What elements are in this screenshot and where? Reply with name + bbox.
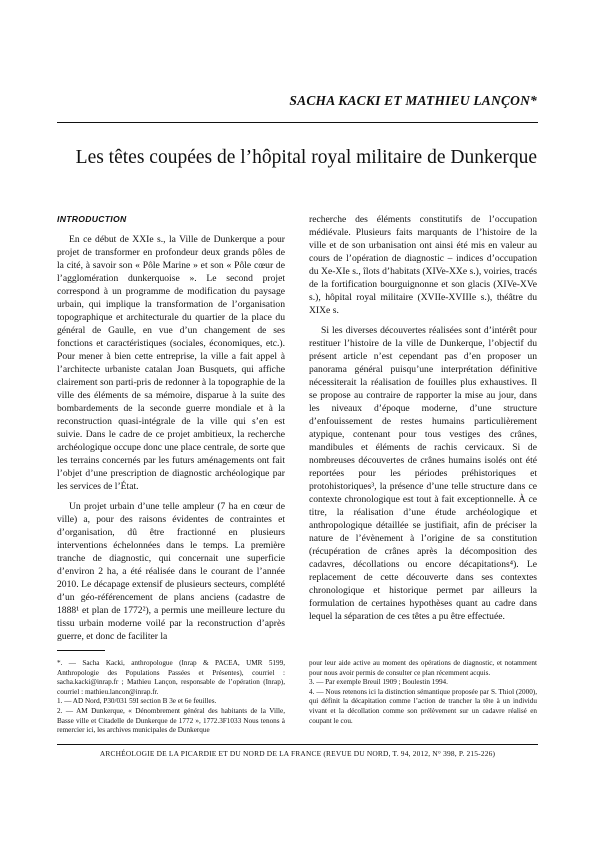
footnote: *. — Sacha Kacki, anthropologue (Inrap & PACEA, UMR 5199, Anthropologie des Populations Passées et Présentes), courriel : sacha.kacki@inrap.fr ; Mathieu Lançon, responsable de l’opération (Inrap), courriel : mathieu.lancon@inrap.fr.	[57, 659, 285, 696]
footnote: pour leur aide active au moment des opérations de diagnostic, et notamment pour nous avoir permis de consulter ce plan récemment acquis.	[309, 659, 537, 677]
footnote: 1. — AD Nord, P30/031 59I section B 3e et 6e feuilles.	[57, 697, 217, 706]
footnote: 3. — Par exemple Breuil 1909 ; Boulestin 1994.	[309, 678, 448, 687]
footnotes-right	[309, 659, 537, 726]
body-paragraph: Un projet urbain d’une telle ampleur (7 ha en cœur de ville) a, pour des raisons évidentes de contraintes et d’organisation, dû être fractionné en plusieurs interventions échelonnées dans le temps. La première tranche de diagnostic, qui concernait une superficie d’environ 2 ha, a été réalisée dans le courant de l’année 2010. Le décapage extensif de plusieurs secteurs, complété d’un géo-référencement de plans anciens (cadastre de 1888¹ et plan de 1772²), a permis une meilleure lecture du tissu urbain moderne voilé par la reconstruction d’après guerre, et donc de faciliter la	[57, 501, 285, 642]
left-column	[57, 213, 285, 643]
footnote: 2. — AM Dunkerque, « Dénombrement général des habitants de la Ville, Basse ville et Citadelle de Dunkerque de 1772 », 1772.3F1033 Nous tenons à remercier ici, les archives municipales de Dunkerque	[57, 706, 285, 735]
footnote: 4. — Nous retenons ici la distinction sémantique proposée par S. Thiol (2000), qui définit la décapitation comme l’action de trancher la tête à un individu vivant et la décollation comme son prélèvement sur un cadavre réalisé en coupant le cou.	[309, 687, 537, 725]
footnotes-left	[57, 659, 285, 736]
body-paragraph: recherche des éléments constitutifs de l’occupation médiévale. Plusieurs faits marquants de l’histoire de la ville et de son urbanisation ont ainsi été mis en valeur au cours de l’opération de diagnostic – indices d’occupation du Xe-XIe s., îlots d’habitats (XIVe-XXe s.), voiries, tracés de la fortification bourguignonne et son glacis (XIVe-XVe s.), hôpital royal militaire (XVIIe-XVIIIe s.), théâtre du XIXe s.	[309, 214, 537, 316]
header-rule	[57, 122, 538, 123]
footnote-rule	[57, 650, 105, 651]
body-paragraph: Si les diverses découvertes réalisées sont d’intérêt pour restituer l’histoire de la ville de Dunkerque, l’objectif du présent article n’est cependant pas d’en proposer un panorama général puisqu’une interprétation définitive nécessiterait la réalisation de fouilles plus exhaustives. Il se propose au contraire de rapporter la mise au jour, dans les niveaux d’époque moderne, d’une structure d’enfouissement de restes humains particulièrement atypique, contenant pour tous vestiges des crânes, mandibules et éléments de rachis cervicaux. Si de nombreuses découvertes de crânes humains isolés ont été reportées pour les périodes préhistoriques et protohistoriques³, la présence d’une telle structure dans ce contexte chronologique est tout à fait exceptionnelle. À ce titre, la réalisation d’une étude archéologique et anthropologique détaillée se justifiait, afin de préciser la nature de l’évènement à l’origine de sa constitution (récupération de crânes après la décomposition des cadavres, décollations ou encore décapitations⁴). Le replacement de cette découverte dans ses contextes chronologique et historique permet par ailleurs la formulation de certaines hypothèses quant au cadre dans lequel la séparation de ces têtes a pu être effectuée.	[309, 325, 537, 622]
running-header-authors: SACHA KACKI ET MATHIEU LANÇON*	[289, 93, 537, 108]
section-heading: INTRODUCTION	[57, 214, 127, 224]
footer-rule	[57, 744, 538, 745]
article-title: Les têtes coupées de l’hôpital royal militaire de Dunkerque	[75, 147, 537, 168]
journal-citation: ARCHÉOLOGIE DE LA PICARDIE ET DU NORD DE LA FRANCE (REVUE DU NORD, T. 94, 2012, N° 398, P. 215-226)	[99, 749, 496, 758]
body-paragraph: En ce début de XXIe s., la Ville de Dunkerque a pour projet de transformer en profondeur deux grands pôles de la cité, à savoir son « Pôle Marine » et son « Pôle cœur de l’agglomération dunkerquoise ». Le second projet correspond à un programme de modification du paysage urbain, qui implique la transformation de l’organisation topographique et architecturale du quartier de la place du général de Gaulle, en vue d’un changement de ses fonctions et caractéristiques (sociales, économiques, etc.). Pour mener à bien cette entreprise, la ville a fait appel à l’architecte urbaniste catalan Joan Busquets, qui affiche clairement son parti-pris de redonner à la topographie de la ville des éléments de sa mémoire, disparue à la suite des bombardements de la seconde guerre mondiale et à la reconstruction quasi-intégrale de la ville qui s’en est suivie. Dans le cadre de ce projet ambitieux, la recherche archéologique occupe donc une place centrale, de sorte que les terrains concernés par les futurs aménagements ont fait l’objet d’une prescription de diagnostic archéologique par les services de l’État.	[57, 234, 285, 492]
right-column	[309, 213, 537, 623]
